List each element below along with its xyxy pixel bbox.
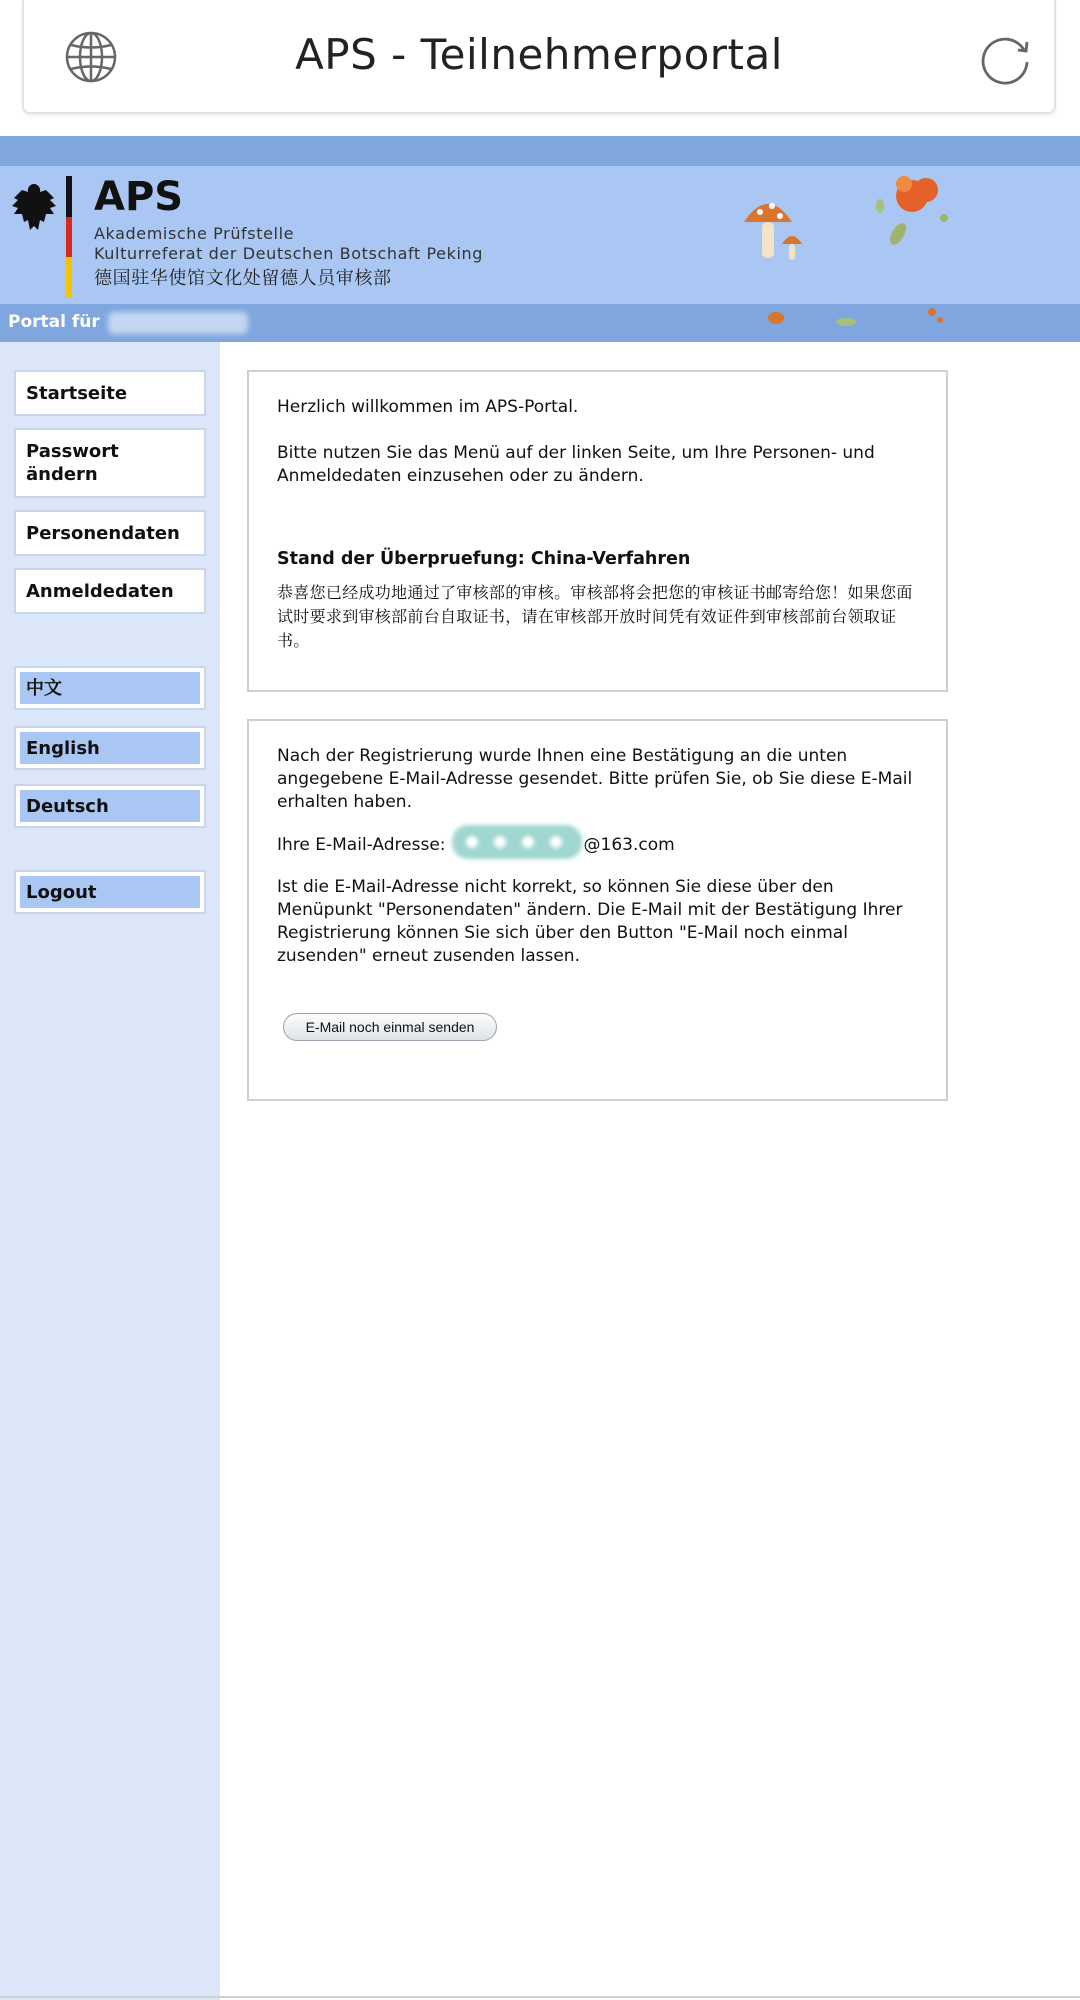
sidebar-item-passwort-aendern[interactable] xyxy=(14,428,206,498)
small-mushroom-icon xyxy=(780,232,804,262)
sidebar-item-anmeldedaten[interactable] xyxy=(14,568,206,614)
language-chinese-button[interactable] xyxy=(14,666,206,710)
welcome-panel xyxy=(247,370,948,692)
correction-text: Ist die E-Mail-Adresse nicht korrekt, so können Sie diese über den Menüpunkt "Personendaten" ändern. Die E-Mail mit der Bestätigung Ihrer Registrierung können Sie sich über den Button "E-Mail noch einmal zusenden" erneut zusenden lassen. xyxy=(277,877,903,966)
status-heading: Stand der Überpruefung: China-Verfahren xyxy=(277,549,691,569)
logout-label: Logout xyxy=(20,876,200,908)
federal-eagle-icon xyxy=(10,180,58,240)
sidebar-item-label: Anmeldedaten xyxy=(26,581,174,602)
page-title: APS - Teilnehmerportal xyxy=(295,30,783,79)
browser-address-bar xyxy=(22,0,1056,114)
sidebar-item-label: Passwort ändern xyxy=(26,441,119,485)
email-confirmation-panel xyxy=(247,719,948,1101)
redacted-email-local-part xyxy=(452,825,582,859)
header-banner xyxy=(0,166,1080,304)
header-subtitle-3: 德国驻华使馆文化处留德人员审核部 xyxy=(94,268,392,289)
header-subtitle-1: Akademische Prüfstelle xyxy=(94,224,295,243)
language-label: 中文 xyxy=(20,672,200,704)
redacted-user-name xyxy=(108,312,248,334)
sidebar-item-personendaten[interactable] xyxy=(14,510,206,556)
language-german-button[interactable] xyxy=(14,784,206,828)
email-label: Ihre E-Mail-Adresse: xyxy=(277,835,446,855)
german-flag-bar xyxy=(66,176,72,298)
sidebar xyxy=(0,342,220,2000)
sidebar-item-label: Personendaten xyxy=(26,523,180,544)
welcome-text: Herzlich willkommen im APS-Portal. xyxy=(277,397,579,417)
language-english-button[interactable] xyxy=(14,726,206,770)
email-row xyxy=(277,831,675,859)
header-subtitle-2: Kulturreferat der Deutschen Botschaft Peking xyxy=(94,244,484,263)
status-text: 恭喜您已经成功地通过了审核部的审核。审核部将会把您的审核证书邮寄给您！如果您面试时要求到审核部前台自取证书，请在审核部开放时间凭有效证件到审核部前台领取证书。 xyxy=(277,583,913,650)
portal-user-bar xyxy=(0,304,1080,342)
language-label: English xyxy=(20,732,200,764)
portal-label: Portal für xyxy=(8,312,100,332)
instructions-text: Bitte nutzen Sie das Menü auf der linken Seite, um Ihre Personen- und Anmeldedaten einzusehen oder zu ändern. xyxy=(277,443,875,486)
language-label: Deutsch xyxy=(20,790,200,822)
reload-icon[interactable] xyxy=(978,30,1034,86)
logout-button[interactable] xyxy=(14,870,206,914)
page-bottom-divider xyxy=(0,1996,1080,1998)
aps-logo: APS xyxy=(94,174,184,220)
sidebar-item-label: Startseite xyxy=(26,383,128,404)
sidebar-item-startseite[interactable] xyxy=(14,370,206,416)
header-stripe xyxy=(0,136,1080,166)
email-domain: @163.com xyxy=(583,835,675,855)
leaf-decoration-icon xyxy=(756,304,956,342)
resend-email-button[interactable]: E-Mail noch einmal senden xyxy=(283,1013,497,1041)
maple-leaf-sticker-icon xyxy=(860,166,960,256)
registration-text: Nach der Registrierung wurde Ihnen eine Bestätigung an die unten angegebene E-Mail-Adresse gesendet. Bitte prüfen Sie, ob Sie diese E-Mail erhalten haben. xyxy=(277,746,913,812)
